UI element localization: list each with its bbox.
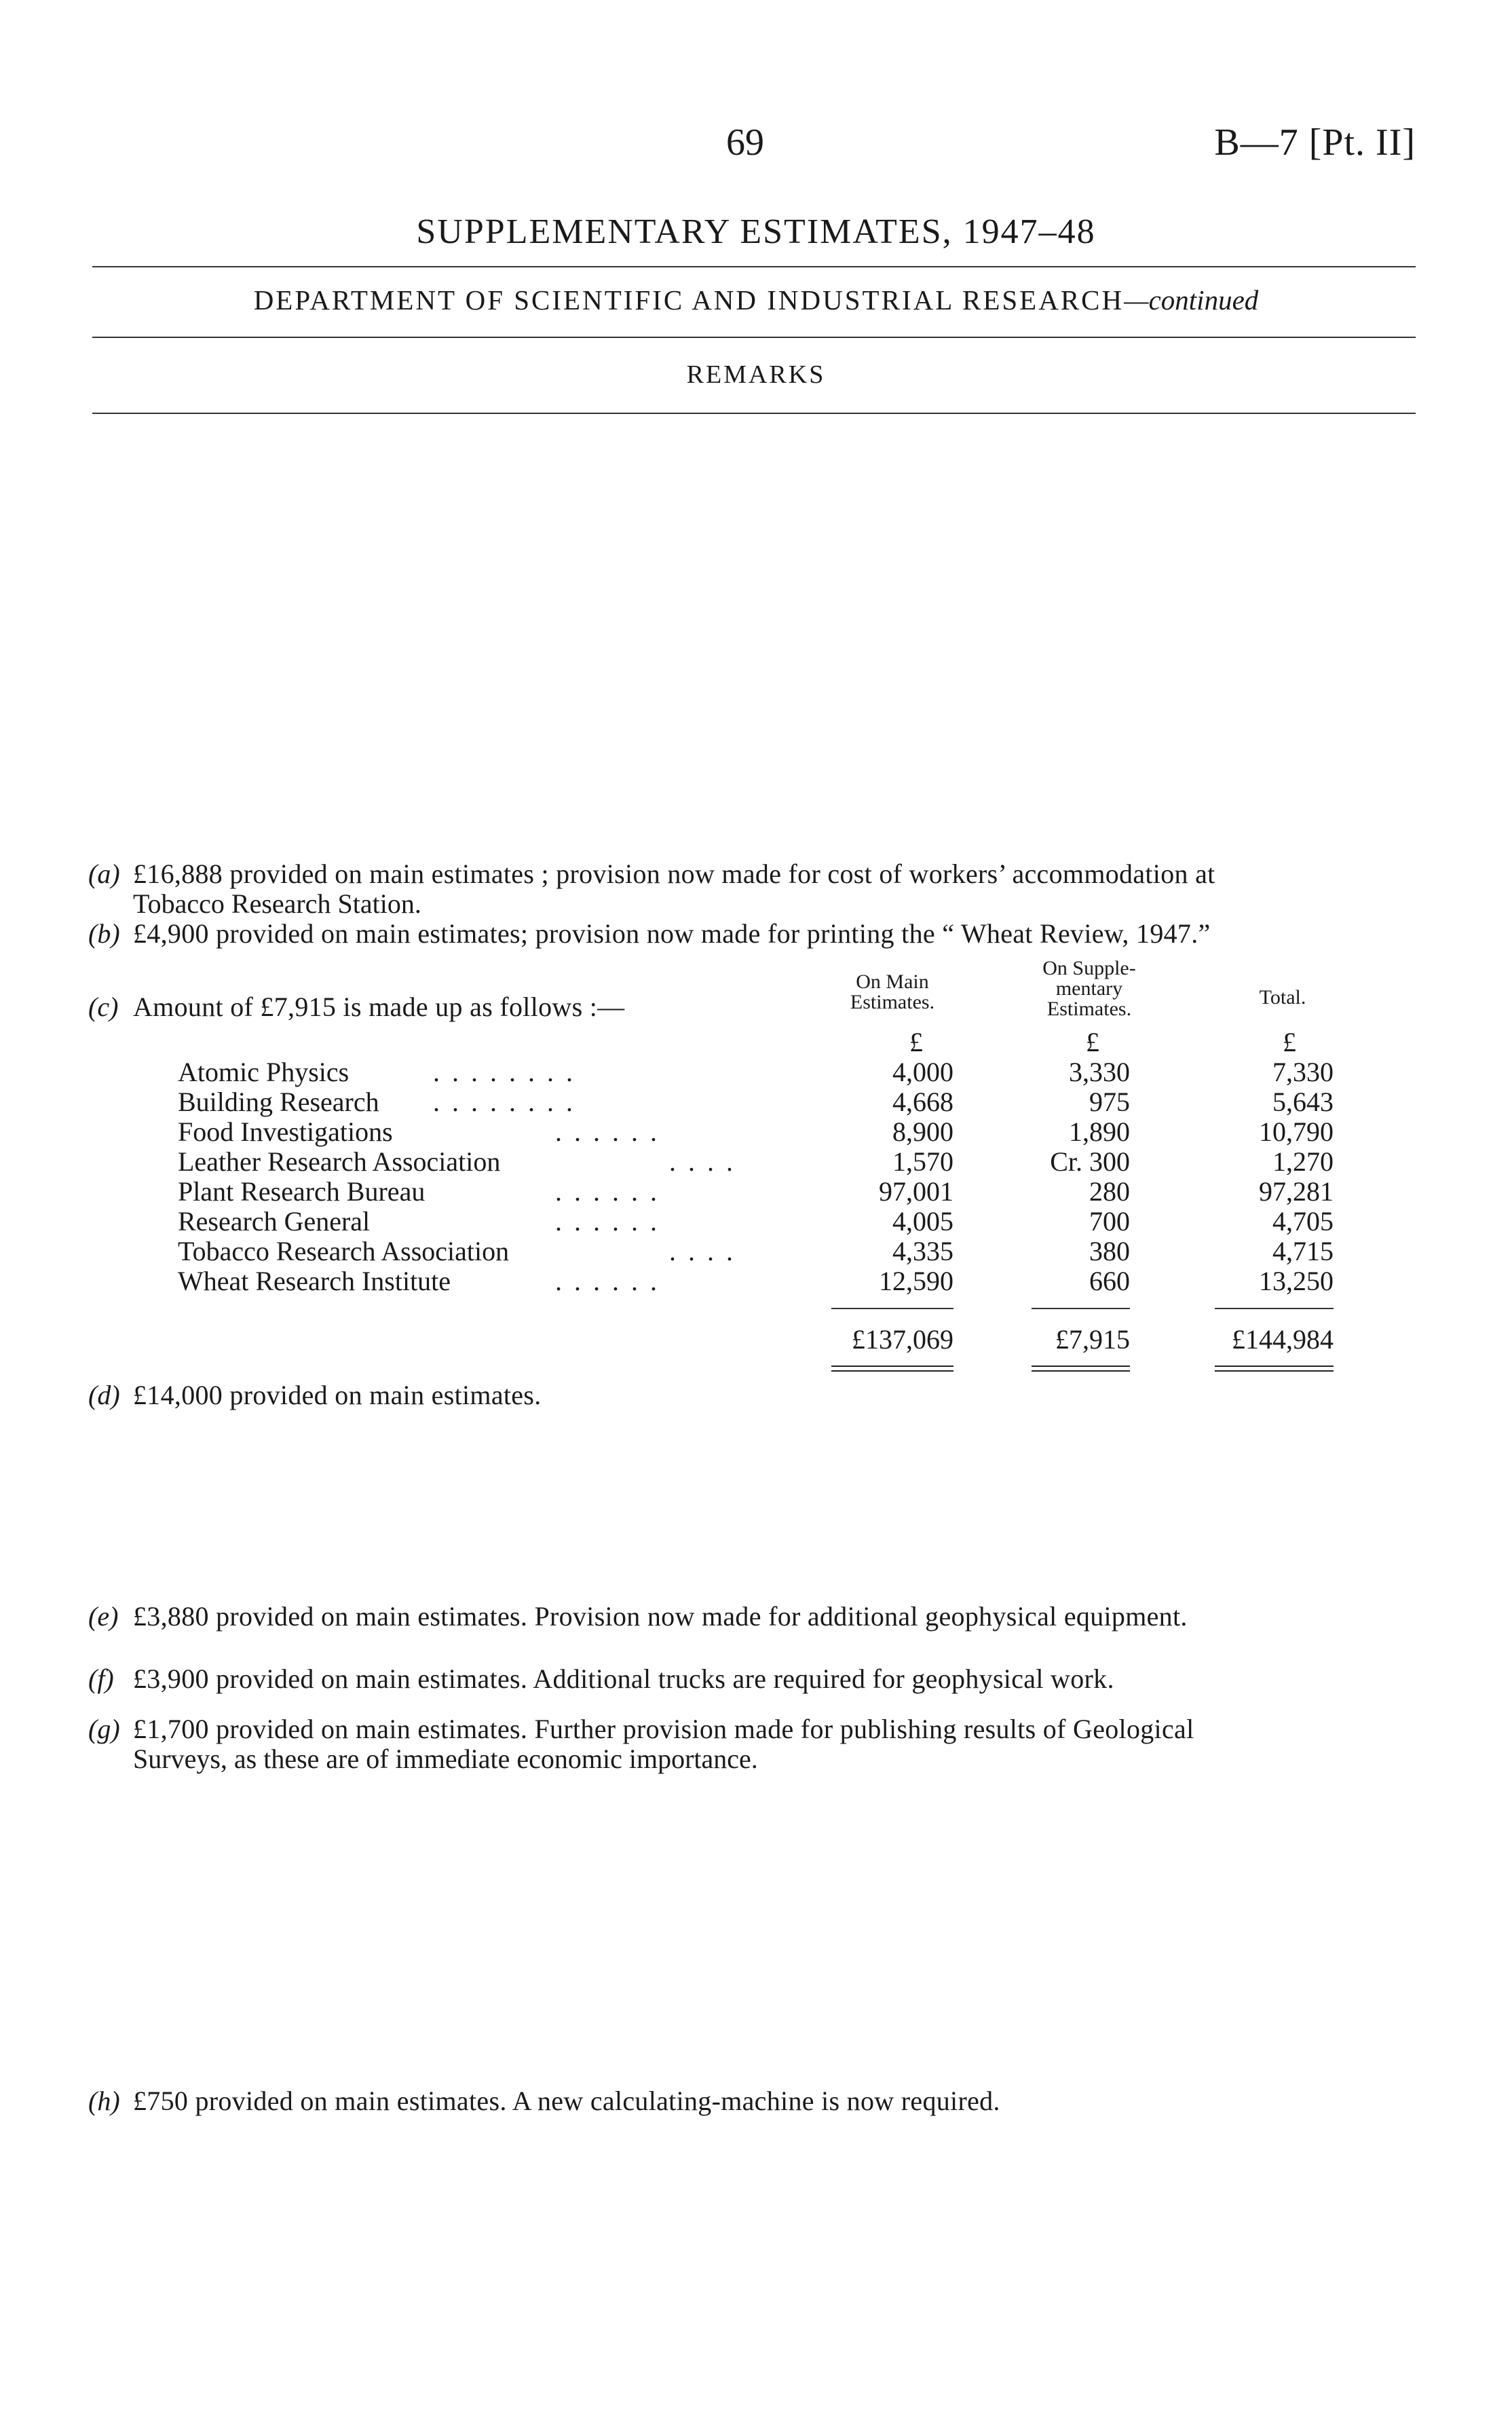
total-supp: £7,915 — [1055, 1324, 1130, 1355]
note-g — [88, 1714, 1425, 1774]
note-a — [88, 859, 1425, 919]
double-rule-supp — [1032, 1366, 1130, 1372]
row-label: Tobacco Research Association — [178, 1236, 510, 1266]
row-supp: 700 — [1089, 1206, 1130, 1237]
row-main: 97,001 — [879, 1176, 953, 1207]
col-total-unit: £ — [1283, 1027, 1296, 1057]
note-h-text: £750 provided on main estimates. A new calculating-machine is now required. — [133, 2086, 1000, 2116]
row-main: 12,590 — [879, 1266, 953, 1296]
note-b-mark: (b) — [88, 918, 120, 949]
note-h — [88, 2086, 1425, 2116]
row-supp: Cr. 300 — [1050, 1146, 1130, 1177]
total-rule-supp — [1032, 1308, 1130, 1309]
department-suffix: —continued — [1124, 284, 1259, 316]
row-main: 1,570 — [892, 1146, 953, 1177]
row-supp: 380 — [1089, 1236, 1130, 1266]
document-reference: B—7 [Pt. II] — [1214, 121, 1416, 164]
note-d — [88, 1380, 1425, 1410]
page-number: 69 — [726, 121, 764, 164]
row-leader-dots: . . . . — [669, 1146, 736, 1177]
total-main: £137,069 — [852, 1324, 953, 1355]
col-header-total: Total. — [1259, 986, 1306, 1009]
note-b-text: £4,900 provided on main estimates; provision now made for printing the “ Wheat Review, 1947.” — [133, 918, 1211, 949]
department-rule — [92, 337, 1416, 338]
col-main-line1: On Main — [856, 971, 929, 993]
col-header-supplementary — [1011, 958, 1167, 1019]
row-label: Leather Research Association — [178, 1146, 501, 1177]
note-d-text: £14,000 provided on main estimates. — [133, 1380, 542, 1410]
double-rule-main — [831, 1366, 953, 1372]
document-title: SUPPLEMENTARY ESTIMATES, 1947–48 — [416, 212, 1096, 251]
note-f-mark: (f) — [88, 1663, 114, 1694]
note-e — [88, 1602, 1425, 1632]
note-g-line2: Surveys, as these are of immediate economic importance. — [133, 1744, 758, 1774]
note-g-line1: £1,700 provided on main estimates. Further provision made for publishing results of Geological — [133, 1714, 1194, 1744]
row-main: 8,900 — [892, 1116, 953, 1147]
row-total: 10,790 — [1259, 1116, 1334, 1147]
row-main: 4,668 — [892, 1087, 953, 1117]
row-leader-dots: . . . . . . . . — [433, 1057, 575, 1087]
row-total: 4,705 — [1272, 1206, 1334, 1237]
row-total: 4,715 — [1272, 1236, 1334, 1266]
row-leader-dots: . . . . . . — [555, 1266, 660, 1296]
note-g-mark: (g) — [88, 1714, 120, 1744]
row-label: Wheat Research Institute — [178, 1266, 451, 1296]
note-a-line2: Tobacco Research Station. — [133, 888, 421, 919]
section-heading: REMARKS — [686, 360, 826, 389]
row-supp: 3,330 — [1069, 1057, 1130, 1087]
row-total: 13,250 — [1259, 1266, 1334, 1296]
row-label: Plant Research Bureau — [178, 1176, 426, 1207]
note-e-mark: (e) — [88, 1601, 119, 1632]
double-rule-total — [1215, 1366, 1334, 1372]
row-supp: 1,890 — [1069, 1116, 1130, 1147]
col-supp-unit: £ — [1086, 1027, 1099, 1057]
row-main: 4,005 — [892, 1206, 953, 1237]
row-leader-dots: . . . . . . — [555, 1116, 660, 1147]
note-b — [88, 919, 1425, 949]
total-total: £144,984 — [1232, 1324, 1334, 1355]
department-name: DEPARTMENT OF SCIENTIFIC AND INDUSTRIAL RESEARCH — [253, 284, 1124, 316]
note-f-text: £3,900 provided on main estimates. Additional trucks are required for geophysical work. — [133, 1663, 1114, 1694]
note-c-mark: (c) — [88, 992, 119, 1022]
row-total: 97,281 — [1259, 1176, 1334, 1207]
row-leader-dots: . . . . — [669, 1236, 736, 1266]
col-supp-line2: mentary — [1055, 977, 1123, 1000]
row-main: 4,000 — [892, 1057, 953, 1087]
row-total: 7,330 — [1272, 1057, 1334, 1087]
row-label: Atomic Physics — [178, 1057, 349, 1087]
row-leader-dots: . . . . . . — [555, 1206, 660, 1237]
row-leader-dots: . . . . . . — [555, 1176, 660, 1207]
note-f — [88, 1664, 1425, 1694]
note-a-mark: (a) — [88, 859, 120, 889]
note-c-text: Amount of £7,915 is made up as follows :— — [133, 992, 625, 1022]
title-rule — [92, 266, 1416, 267]
row-label: Food Investigations — [178, 1116, 393, 1147]
total-rule-main — [831, 1308, 953, 1309]
department-heading — [0, 284, 1512, 316]
total-rule-total — [1215, 1308, 1334, 1309]
col-main-unit: £ — [909, 1027, 923, 1057]
row-supp: 280 — [1089, 1176, 1130, 1207]
note-d-mark: (d) — [88, 1380, 120, 1410]
section-rule — [92, 413, 1416, 414]
row-leader-dots: . . . . . . . . — [433, 1087, 575, 1117]
row-label: Building Research — [178, 1087, 379, 1117]
note-h-mark: (h) — [88, 2086, 120, 2116]
col-supp-line1: On Supple- — [1042, 957, 1136, 979]
row-supp: 975 — [1089, 1087, 1130, 1117]
note-a-line1: £16,888 provided on main estimates ; provision now made for cost of workers’ accommodation at — [133, 859, 1215, 889]
col-supp-line3: Estimates. — [1046, 998, 1132, 1020]
row-total: 5,643 — [1272, 1087, 1334, 1117]
row-label: Research General — [178, 1206, 371, 1237]
col-header-main — [821, 972, 964, 1013]
note-e-text: £3,880 provided on main estimates. Provision now made for additional geophysical equipment. — [133, 1601, 1188, 1632]
col-main-line2: Estimates. — [850, 991, 935, 1013]
row-supp: 660 — [1089, 1266, 1130, 1296]
row-total: 1,270 — [1272, 1146, 1334, 1177]
row-main: 4,335 — [892, 1236, 953, 1266]
